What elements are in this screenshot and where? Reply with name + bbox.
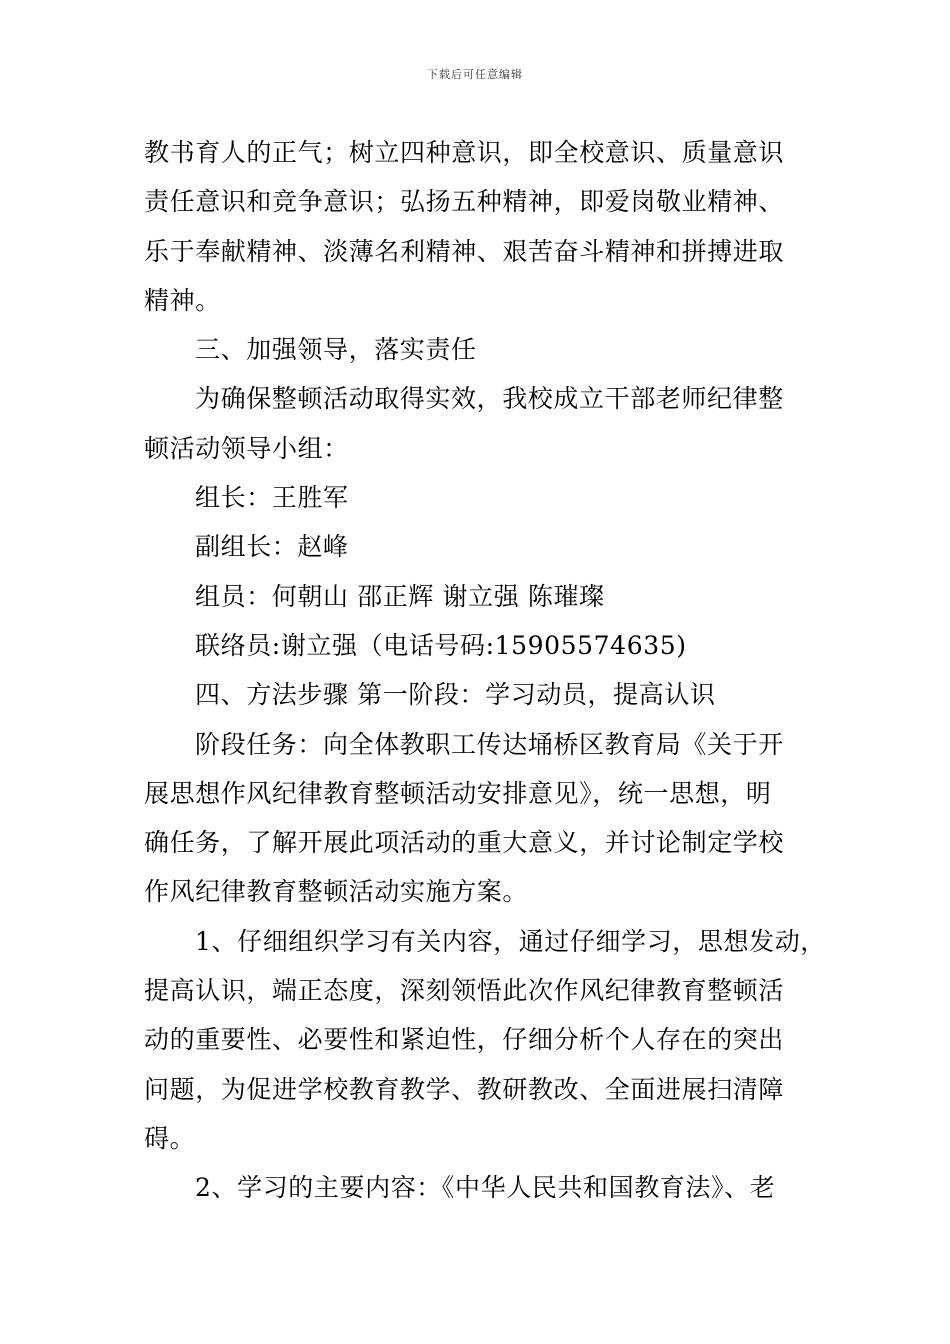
text-line: 精神。 (144, 285, 221, 315)
text-line: 1、仔细组织学习有关内容，通过仔细学习，思想发动， (195, 926, 826, 956)
section-heading: 三、加强领导，落实责任 (195, 335, 477, 365)
text-line: 碍。 (144, 1123, 196, 1153)
text-line: 副组长：赵峰 (195, 532, 349, 562)
text-line: 提高认识，端正态度，深刻领悟此次作风纪律教育整顿活 (144, 976, 785, 1006)
text-line: 阶段任务：向全体教职工传达埇桥区教育局《关于开 (195, 729, 784, 759)
text-line: 确任务，了解开展此项活动的重大意义，并讨论制定学校 (144, 828, 785, 858)
text-line: 组长：王胜军 (195, 483, 349, 513)
text-line: 组员：何朝山 邵正辉 谢立强 陈璀璨 (195, 581, 605, 611)
text-line: 责任意识和竞争意识；弘扬五种精神，即爱岗敬业精神、 (144, 187, 785, 217)
text-line: 教书育人的正气；树立四种意识，即全校意识、质量意识 (144, 138, 785, 167)
text-line: 乐于奉献精神、淡薄名利精神、艰苦奋斗精神和拼搏进取 (144, 236, 785, 266)
text-line: 问题，为促进学校教育教学、教研教改、全面进展扫清障 (144, 1074, 785, 1104)
text-line: 2、学习的主要内容：《中华人民共和国教育法》、老 (195, 1173, 776, 1203)
text-line: 展思想作风纪律教育整顿活动安排意见》，统一思想，明 (144, 778, 772, 808)
text-line: 顿活动领导小组： (144, 433, 349, 463)
text-line: 联络员:谢立强（电话号码:15905574635) (195, 630, 687, 660)
body-text (144, 128, 826, 1213)
text-line: 动的重要性、必要性和紧迫性，仔细分析个人存在的突出 (144, 1025, 785, 1055)
header-note: 下载后可任意编辑 (427, 68, 523, 81)
text-line: 作风纪律教育整顿活动实施方案。 (144, 877, 529, 907)
section-heading: 四、方法步骤 第一阶段：学习动员，提高认识 (195, 680, 716, 710)
text-line: 为确保整顿活动取得实效，我校成立干部老师纪律整 (195, 384, 784, 414)
